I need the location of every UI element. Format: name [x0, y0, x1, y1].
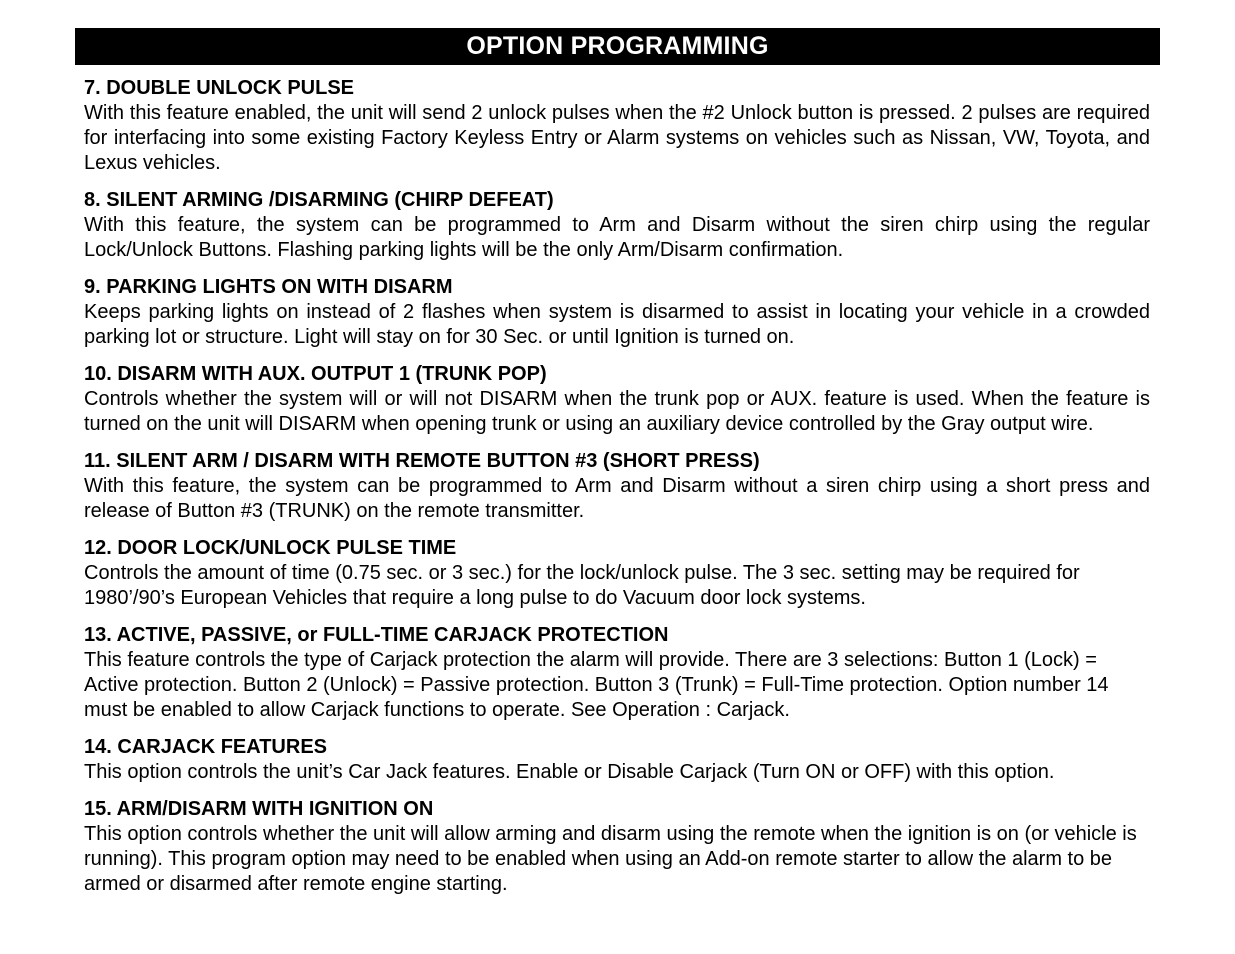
option-heading: 10. DISARM WITH AUX. OUTPUT 1 (TRUNK POP) — [84, 363, 547, 385]
option-heading: 8. SILENT ARMING /DISARMING (CHIRP DEFEAT) — [84, 189, 554, 211]
option-description: Controls the amount of time (0.75 sec. or 3 sec.) for the lock/unlock pulse. The 3 sec. setting may be required for 1980’/90’s European Vehicles that require a long pulse to do Vacuum door lock systems. — [84, 562, 1080, 609]
option-section-7 — [84, 76, 1150, 176]
option-description: This feature controls the type of Carjack protection the alarm will provide. There are 3 selections: Button 1 (Lock) = Active protection. Button 2 (Unlock) = Passive protection. Button 3 (Trunk) = Full-Time protection. Option number 14 must be enabled to allow Carjack functions to operate. See Operation : Carjack. — [84, 649, 1109, 721]
option-section-10 — [84, 362, 1150, 437]
option-description: This option controls the unit’s Car Jack features. Enable or Disable Carjack (Turn ON or OFF) with this option. — [84, 761, 1055, 783]
page-title: OPTION PROGRAMMING — [466, 32, 769, 60]
option-description: Keeps parking lights on instead of 2 flashes when system is disarmed to assist in locating your vehicle in a crowded parking lot or structure. Light will stay on for 30 Sec. or until Ignition is turned on. — [84, 301, 1150, 348]
option-description: Controls whether the system will or will not DISARM when the trunk pop or AUX. feature is used. When the feature is turned on the unit will DISARM when opening trunk or using an auxiliary device controlled by the Gray output wire. — [84, 388, 1150, 435]
option-heading: 15. ARM/DISARM WITH IGNITION ON — [84, 798, 434, 820]
option-section-12 — [84, 536, 1150, 611]
option-description: With this feature, the system can be programmed to Arm and Disarm without a siren chirp using a short press and release of Button #3 (TRUNK) on the remote transmitter. — [84, 475, 1150, 522]
option-section-15 — [84, 797, 1150, 897]
page-title-bar — [75, 28, 1160, 65]
option-description: With this feature enabled, the unit will send 2 unlock pulses when the #2 Unlock button is pressed. 2 pulses are required for interfacing into some existing Factory Keyless Entry or Alarm systems on vehicles such as Nissan, VW, Toyota, and Lexus vehicles. — [84, 102, 1150, 174]
option-heading: 13. ACTIVE, PASSIVE, or FULL-TIME CARJACK PROTECTION — [84, 624, 669, 646]
option-heading: 9. PARKING LIGHTS ON WITH DISARM — [84, 276, 453, 298]
option-heading: 14. CARJACK FEATURES — [84, 736, 327, 758]
option-heading: 12. DOOR LOCK/UNLOCK PULSE TIME — [84, 537, 457, 559]
option-description: This option controls whether the unit will allow arming and disarm using the remote when the ignition is on (or vehicle is running). This program option may need to be enabled when using an Add-on remote starter to allow the alarm to be armed or disarmed after remote engine starting. — [84, 823, 1137, 895]
option-section-13 — [84, 623, 1150, 723]
option-heading: 7. DOUBLE UNLOCK PULSE — [84, 77, 355, 99]
option-section-9 — [84, 275, 1150, 350]
option-heading: 11. SILENT ARM / DISARM WITH REMOTE BUTTON #3 (SHORT PRESS) — [84, 450, 760, 472]
option-description: With this feature, the system can be programmed to Arm and Disarm without the siren chirp using the regular Lock/Unlock Buttons. Flashing parking lights will be the only Arm/Disarm confirmation. — [84, 214, 1150, 261]
option-section-11 — [84, 449, 1150, 524]
option-section-8 — [84, 188, 1150, 263]
option-list — [84, 76, 1150, 909]
option-section-14 — [84, 735, 1150, 785]
